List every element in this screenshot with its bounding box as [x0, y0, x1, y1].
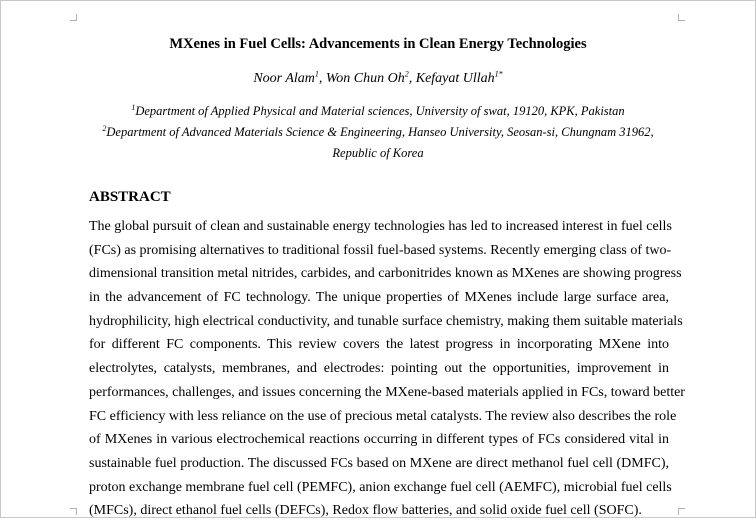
margin-mark-bottom-left: [70, 508, 77, 515]
author-affil-sup: 1*: [494, 69, 503, 79]
author-name: Kefayat Ullah: [415, 71, 495, 86]
abstract-line: FC efficiency with less reliance on the use of precious metal catalysts. The review also describes the role: [89, 408, 677, 424]
author-name: Noor Alam: [253, 71, 315, 86]
abstract-line: (MFCs), direct ethanol fuel cells (DEFCs), Redox flow batteries, and solid oxide fuel cell (SOFC).: [89, 503, 642, 519]
abstract-line: for different FC components. This review covers the latest progress in incorporating MXene into: [89, 337, 669, 353]
affiliation-sup: 2: [102, 123, 107, 133]
margin-mark-top-left: [70, 14, 77, 21]
abstract-line: dimensional transition metal nitrides, carbides, and carbonitrides known as MXenes are showing progress: [89, 266, 682, 282]
affiliation-2-continued: [0, 146, 756, 161]
abstract-body: [89, 215, 685, 523]
author-affil-sup: 1: [314, 69, 319, 79]
abstract-line: The global pursuit of clean and sustainable energy technologies has led to increased interest in fuel cells: [89, 219, 672, 234]
affiliation-sup: 1: [131, 102, 136, 112]
affiliation-2: [0, 125, 756, 140]
abstract-line: in the advancement of FC technology. The unique properties of MXenes include large surface area,: [89, 290, 669, 306]
author-affil-sup: 2: [404, 69, 409, 79]
author-sep: ,: [318, 71, 326, 86]
margin-mark-bottom-right: [678, 508, 685, 515]
abstract-heading: ABSTRACT: [89, 189, 171, 205]
abstract-line: electrolytes, catalysts, membranes, and electrodes: pointing out the opportunities, improvement in: [89, 361, 669, 377]
paper-title: MXenes in Fuel Cells: Advancements in Clean Energy Technologies: [169, 36, 587, 52]
author-sep: ,: [408, 71, 416, 86]
abstract-line: proton exchange membrane fuel cell (PEMFC), anion exchange fuel cell (AEMFC), microbial fuel cells: [89, 479, 672, 495]
abstract-line: performances, challenges, and issues concerning the MXene-based materials applied in FCs, toward better: [89, 384, 685, 400]
abstract-line: hydrophilicity, high electrical conductivity, and tunable surface chemistry, making them suitable materials: [89, 313, 683, 329]
affiliation-text: Department of Advanced Materials Science & Engineering, Hanseo University, Seosan-si, Chungnam 31962,: [106, 125, 654, 139]
affiliation-text: Department of Applied Physical and Material sciences, University of swat, 19120, KPK, Pakistan: [135, 104, 625, 118]
affiliation-text: Republic of Korea: [332, 146, 424, 160]
margin-mark-top-right: [678, 14, 685, 21]
abstract-line: of MXenes in various electrochemical reactions occurring in different types of FCs considered vital in: [89, 432, 669, 448]
author-list: [0, 71, 756, 87]
affiliation-1: [0, 104, 756, 119]
abstract-line: (FCs) as promising alternatives to traditional fossil fuel-based systems. Recently emerging class of two-: [89, 242, 672, 258]
author-name: Won Chun Oh: [325, 71, 405, 86]
abstract-line: sustainable fuel production. The discussed FCs based on MXene are direct methanol fuel cell (DMFC),: [89, 455, 669, 471]
